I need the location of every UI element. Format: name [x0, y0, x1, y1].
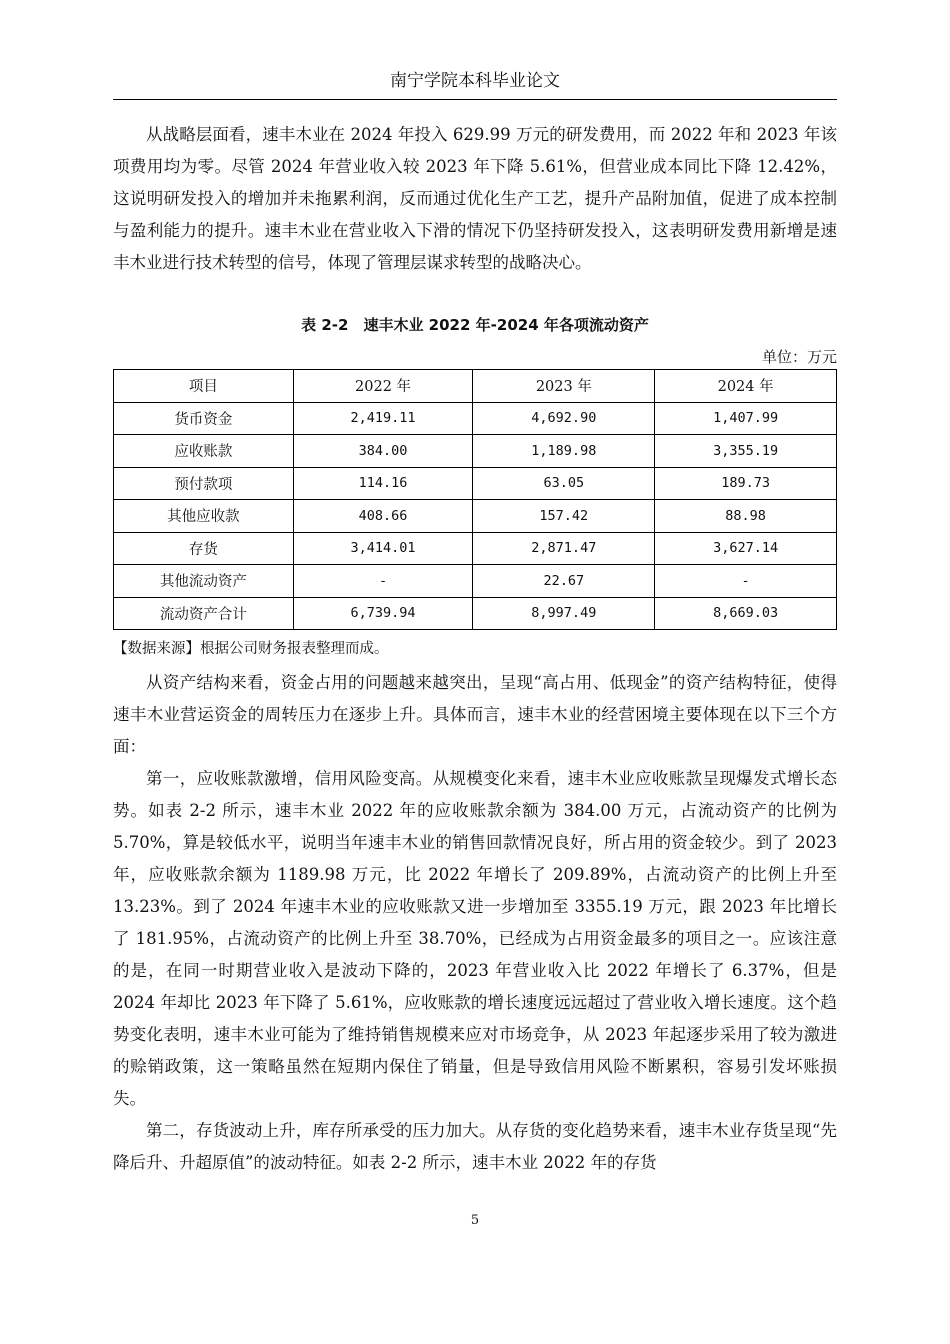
table-caption: 表 2-2 速丰木业 2022 年-2024 年各项流动资产	[301, 316, 649, 334]
table-cell: 6,739.94	[293, 597, 473, 630]
table-header-cell: 2023 年	[473, 370, 655, 403]
table-cell: 3,414.01	[293, 532, 473, 565]
row-label: 货币资金	[114, 402, 294, 435]
row-label: 其他应收款	[114, 500, 294, 533]
table-cell: 63.05	[473, 467, 655, 500]
table-cell: 114.16	[293, 467, 473, 500]
table-cell: 2,871.47	[473, 532, 655, 565]
paragraph-strategy: 从战略层面看，速丰木业在 2024 年投入 629.99 万元的研发费用，而 2022 年和 2023 年该项费用均为零。尽管 2024 年营业收入较 2023 年下降 5.61%，但营业成本同比下降 12.42%，这说明研发投入的增加并未拖累利润，反而通过优化生产工艺，提升产品附加值，促进了成本控制与盈利能力的提升。速丰木业在营业收入下滑的情况下仍坚持研发投入，这表明研发费用新增是速丰木业进行技术转型的信号，体现了管理层谋求转型的战略决心。	[113, 125, 837, 272]
table-cell: 384.00	[293, 435, 473, 468]
header-divider	[113, 99, 837, 100]
table-cell: 1,407.99	[655, 402, 837, 435]
table-row-total	[114, 597, 837, 630]
table-cell: 22.67	[473, 565, 655, 598]
table-header-cell: 项目	[114, 370, 294, 403]
table-cell: 189.73	[655, 467, 837, 500]
current-assets-table	[113, 369, 837, 630]
page-number: 5	[470, 1213, 480, 1228]
table-cell: 157.42	[473, 500, 655, 533]
table-row	[114, 435, 837, 468]
table-cell: 3,355.19	[655, 435, 837, 468]
table-cell: 408.66	[293, 500, 473, 533]
table-cell: 8,669.03	[655, 597, 837, 630]
table-cell: 4,692.90	[473, 402, 655, 435]
table-row	[114, 532, 837, 565]
table-row	[114, 467, 837, 500]
paragraph-receivables: 第一，应收账款激增，信用风险变高。从规模变化来看，速丰木业应收账款呈现爆发式增长态势。如表 2-2 所示，速丰木业 2022 年的应收账款余额为 384.00 万元，占流动资产的比例为 5.70%，算是较低水平，说明当年速丰木业的销售回款情况良好，所占用的资金较少。到了 2023 年，应收账款余额为 1189.98 万元，比 2022 年增长了 209.89%，占流动资产的比例上升至 13.23%。到了 2024 年速丰木业的应收账款又进一步增加至 3355.19 万元，跟 2023 年比增长了 181.95%，占流动资产的比例上升至 38.70%，已经成为占用资金最多的项目之一。应该注意的是，在同一时期营业收入是波动下降的，2023 年营业收入比 2022 年增长了 6.37%，但是 2024 年却比 2023 年下降了 5.61%，应收账款的增长速度远远超过了营业收入增长速度。这个趋势变化表明，速丰木业可能为了维持销售规模来应对市场竞争，从 2023 年起逐步采用了较为激进的赊销政策，这一策略虽然在短期内保住了销量，但是导致信用风险不断累积，容易引发坏账损失。	[113, 769, 837, 1108]
table-cell: 88.98	[655, 500, 837, 533]
table-header-cell: 2022 年	[293, 370, 473, 403]
table-cell: 2,419.11	[293, 402, 473, 435]
paragraph-inventory: 第二，存货波动上升，库存所承受的压力加大。从存货的变化趋势来看，速丰木业存货呈现“先降后升、升超原值”的波动特征。如表 2-2 所示，速丰木业 2022 年的存货	[113, 1121, 837, 1172]
table-header-row	[114, 370, 837, 403]
paragraph-asset-structure: 从资产结构来看，资金占用的问题越来越突出，呈现“高占用、低现金”的资产结构特征，使得速丰木业营运资金的周转压力在逐步上升。具体而言，速丰木业的经营困境主要体现在以下三个方面：	[113, 673, 837, 756]
table-row	[114, 402, 837, 435]
row-label: 应收账款	[114, 435, 294, 468]
table-cell: 8,997.49	[473, 597, 655, 630]
table-cell: 1,189.98	[473, 435, 655, 468]
row-label: 流动资产合计	[114, 597, 294, 630]
table-unit: 单位：万元	[761, 348, 837, 366]
table-row	[114, 565, 837, 598]
row-label: 其他流动资产	[114, 565, 294, 598]
row-label: 预付款项	[114, 467, 294, 500]
table-cell: 3,627.14	[655, 532, 837, 565]
table-header-cell: 2024 年	[655, 370, 837, 403]
table-cell: -	[293, 565, 473, 598]
table-row	[114, 500, 837, 533]
table-source-note: 【数据来源】根据公司财务报表整理而成。	[113, 641, 389, 657]
table-cell: -	[655, 565, 837, 598]
row-label: 存货	[114, 532, 294, 565]
page-header: 南宁学院本科毕业论文	[390, 71, 560, 91]
